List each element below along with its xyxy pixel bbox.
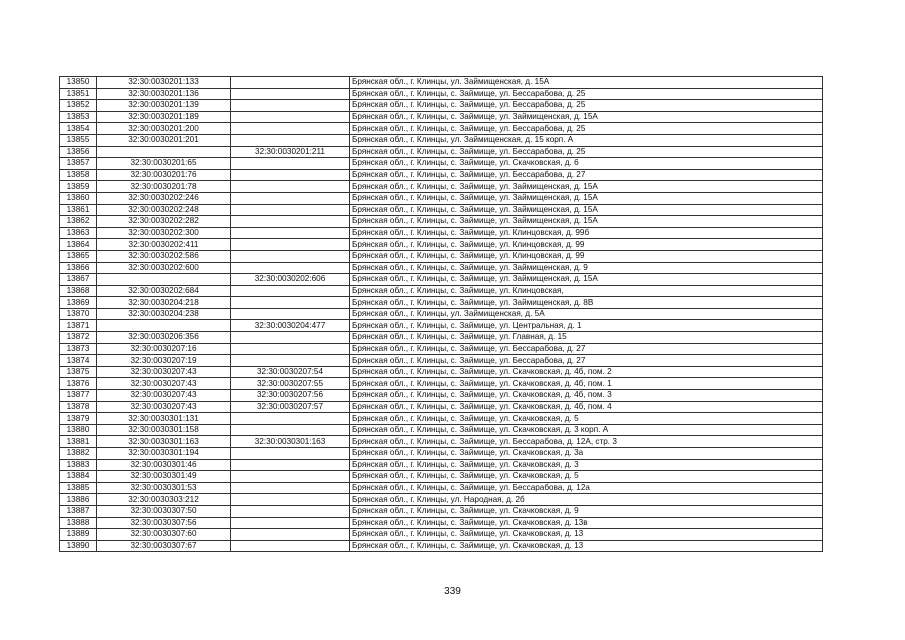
- parent-cadastral-number-cell: [231, 123, 350, 135]
- parent-cadastral-number-cell: 32:30:0030207:54: [231, 366, 350, 378]
- address-cell: Брянская обл., г. Клинцы, ул. Займищенская, д. 5А: [350, 308, 823, 320]
- cadastral-number-cell: 32:30:0030202:248: [97, 204, 231, 216]
- address-cell: Брянская обл., г. Клинцы, с. Займище, ул. Скачковская, д. 13: [350, 529, 823, 541]
- address-cell: Брянская обл., г. Клинцы, с. Займище, ул. Скачковская, д. 6: [350, 158, 823, 170]
- parent-cadastral-number-cell: 32:30:0030202:606: [231, 274, 350, 286]
- table-row: [60, 88, 823, 100]
- address-cell: Брянская обл., г. Клинцы, с. Займище, ул. Скачковская, д. 3 корп. А: [350, 424, 823, 436]
- address-cell: Брянская обл., г. Клинцы, с. Займище, ул. Бессарабова, д. 25: [350, 123, 823, 135]
- parent-cadastral-number-cell: [231, 459, 350, 471]
- address-cell: Брянская обл., г. Клинцы, с. Займище, ул. Бессарабова, д. 25: [350, 88, 823, 100]
- address-cell: Брянская обл., г. Клинцы, с. Займище, ул. Скачковская, д. 9: [350, 505, 823, 517]
- table-row: [60, 100, 823, 112]
- table-row: [60, 390, 823, 402]
- parent-cadastral-number-cell: [231, 134, 350, 146]
- parent-cadastral-number-cell: [231, 308, 350, 320]
- table-row: [60, 505, 823, 517]
- address-cell: Брянская обл., г. Клинцы, с. Займище, ул. Займищенская, д. 15А: [350, 111, 823, 123]
- cadastral-number-cell: 32:30:0030201:201: [97, 134, 231, 146]
- row-number-cell: 13871: [60, 320, 97, 332]
- row-number-cell: 13874: [60, 355, 97, 367]
- address-cell: Брянская обл., г. Клинцы, с. Займище, ул. Клинцовская, д. 99б: [350, 227, 823, 239]
- row-number-cell: 13880: [60, 424, 97, 436]
- row-number-cell: 13873: [60, 343, 97, 355]
- address-cell: Брянская обл., г. Клинцы, с. Займище, ул. Скачковская, д. 3а: [350, 448, 823, 460]
- cadastral-number-cell: 32:30:0030207:43: [97, 378, 231, 390]
- parent-cadastral-number-cell: 32:30:0030204:477: [231, 320, 350, 332]
- parent-cadastral-number-cell: [231, 216, 350, 228]
- row-number-cell: 13879: [60, 413, 97, 425]
- row-number-cell: 13888: [60, 517, 97, 529]
- row-number-cell: 13870: [60, 308, 97, 320]
- table-row: [60, 297, 823, 309]
- table-row: [60, 204, 823, 216]
- row-number-cell: 13861: [60, 204, 97, 216]
- cadastral-number-cell: 32:30:0030201:76: [97, 169, 231, 181]
- parent-cadastral-number-cell: [231, 494, 350, 506]
- row-number-cell: 13876: [60, 378, 97, 390]
- parent-cadastral-number-cell: [231, 181, 350, 193]
- table-row: [60, 216, 823, 228]
- cadastral-number-cell: 32:30:0030307:50: [97, 505, 231, 517]
- address-cell: Брянская обл., г. Клинцы, с. Займище, ул. Скачковская, д. 3: [350, 459, 823, 471]
- parent-cadastral-number-cell: [231, 343, 350, 355]
- parent-cadastral-number-cell: [231, 227, 350, 239]
- page-number: 339: [444, 586, 461, 597]
- table-row: [60, 413, 823, 425]
- table-row: [60, 158, 823, 170]
- parent-cadastral-number-cell: [231, 540, 350, 552]
- address-cell: Брянская обл., г. Клинцы, с. Займище, ул. Бессарабова, д. 27: [350, 169, 823, 181]
- address-cell: Брянская обл., г. Клинцы, с. Займище, ул. Бессарабова, д. 27: [350, 355, 823, 367]
- cadastral-number-cell: 32:30:0030202:600: [97, 262, 231, 274]
- cadastral-number-cell: 32:30:0030207:19: [97, 355, 231, 367]
- parent-cadastral-number-cell: [231, 505, 350, 517]
- cadastral-number-cell: 32:30:0030202:411: [97, 239, 231, 251]
- row-number-cell: 13865: [60, 250, 97, 262]
- table-row: [60, 123, 823, 135]
- cadastral-number-cell: 32:30:0030202:300: [97, 227, 231, 239]
- table-row: [60, 494, 823, 506]
- address-cell: Брянская обл., г. Клинцы, с. Займище, ул. Займищенская, д. 9: [350, 262, 823, 274]
- parent-cadastral-number-cell: [231, 413, 350, 425]
- table-row: [60, 262, 823, 274]
- cadastral-number-cell: 32:30:0030307:60: [97, 529, 231, 541]
- parent-cadastral-number-cell: 32:30:0030207:55: [231, 378, 350, 390]
- table-row: [60, 285, 823, 297]
- cadastral-number-cell: 32:30:0030207:16: [97, 343, 231, 355]
- parent-cadastral-number-cell: [231, 424, 350, 436]
- row-number-cell: 13889: [60, 529, 97, 541]
- table-row: [60, 355, 823, 367]
- cadastral-number-cell: [97, 320, 231, 332]
- table-row: [60, 459, 823, 471]
- row-number-cell: 13854: [60, 123, 97, 135]
- table-row: [60, 239, 823, 251]
- row-number-cell: 13856: [60, 146, 97, 158]
- cadastral-number-cell: 32:30:0030207:43: [97, 401, 231, 413]
- table-row: [60, 250, 823, 262]
- table-row: [60, 448, 823, 460]
- parent-cadastral-number-cell: [231, 250, 350, 262]
- table-row: [60, 378, 823, 390]
- table-row: [60, 401, 823, 413]
- parent-cadastral-number-cell: [231, 297, 350, 309]
- table-row: [60, 181, 823, 193]
- address-cell: Брянская обл., г. Клинцы, с. Займище, ул. Скачковская, д. 4б, пом. 4: [350, 401, 823, 413]
- address-cell: Брянская обл., г. Клинцы, с. Займище, ул. Клинцовская, д. 99: [350, 250, 823, 262]
- address-cell: Брянская обл., г. Клинцы, с. Займище, ул. Займищенская, д. 15А: [350, 181, 823, 193]
- row-number-cell: 13869: [60, 297, 97, 309]
- cadastral-number-cell: 32:30:0030303:212: [97, 494, 231, 506]
- cadastral-number-cell: 32:30:0030201:65: [97, 158, 231, 170]
- row-number-cell: 13884: [60, 471, 97, 483]
- cadastral-number-cell: 32:30:0030202:282: [97, 216, 231, 228]
- parent-cadastral-number-cell: [231, 88, 350, 100]
- parent-cadastral-number-cell: [231, 77, 350, 89]
- row-number-cell: 13851: [60, 88, 97, 100]
- parent-cadastral-number-cell: [231, 158, 350, 170]
- row-number-cell: 13883: [60, 459, 97, 471]
- row-number-cell: 13862: [60, 216, 97, 228]
- row-number-cell: 13863: [60, 227, 97, 239]
- parent-cadastral-number-cell: [231, 355, 350, 367]
- table-row: [60, 540, 823, 552]
- parent-cadastral-number-cell: [231, 100, 350, 112]
- row-number-cell: 13890: [60, 540, 97, 552]
- cadastral-number-cell: 32:30:0030201:136: [97, 88, 231, 100]
- cadastral-number-cell: 32:30:0030301:46: [97, 459, 231, 471]
- address-cell: Брянская обл., г. Клинцы, ул. Займищенская, д. 15А: [350, 77, 823, 89]
- address-cell: Брянская обл., г. Клинцы, с. Займище, ул. Займищенская, д. 15А: [350, 192, 823, 204]
- row-number-cell: 13882: [60, 448, 97, 460]
- address-cell: Брянская обл., г. Клинцы, ул. Народная, д. 2б: [350, 494, 823, 506]
- row-number-cell: 13855: [60, 134, 97, 146]
- parent-cadastral-number-cell: [231, 192, 350, 204]
- parent-cadastral-number-cell: 32:30:0030201:211: [231, 146, 350, 158]
- table-row: [60, 482, 823, 494]
- cadastral-number-cell: 32:30:0030204:238: [97, 308, 231, 320]
- cadastral-number-cell: 32:30:0030307:56: [97, 517, 231, 529]
- parent-cadastral-number-cell: [231, 471, 350, 483]
- row-number-cell: 13881: [60, 436, 97, 448]
- cadastral-number-cell: 32:30:0030201:200: [97, 123, 231, 135]
- parent-cadastral-number-cell: [231, 111, 350, 123]
- parent-cadastral-number-cell: 32:30:0030207:57: [231, 401, 350, 413]
- row-number-cell: 13853: [60, 111, 97, 123]
- row-number-cell: 13872: [60, 332, 97, 344]
- cadastral-number-cell: [97, 146, 231, 158]
- table-row: [60, 424, 823, 436]
- address-cell: Брянская обл., г. Клинцы, с. Займище, ул. Клинцовская, д. 99: [350, 239, 823, 251]
- cadastral-number-cell: 32:30:0030201:133: [97, 77, 231, 89]
- row-number-cell: 13859: [60, 181, 97, 193]
- parent-cadastral-number-cell: [231, 239, 350, 251]
- table-row: [60, 169, 823, 181]
- address-cell: Брянская обл., г. Клинцы, с. Займище, ул. Скачковская, д. 13в: [350, 517, 823, 529]
- address-cell: Брянская обл., г. Клинцы, с. Займище, ул. Скачковская, д. 13: [350, 540, 823, 552]
- address-cell: Брянская обл., г. Клинцы, с. Займище, ул. Займищенская, д. 15А: [350, 204, 823, 216]
- address-cell: Брянская обл., г. Клинцы, с. Займище, ул. Бессарабова, д. 27: [350, 343, 823, 355]
- cadastral-number-cell: 32:30:0030201:189: [97, 111, 231, 123]
- table-row: [60, 308, 823, 320]
- address-cell: Брянская обл., г. Клинцы, с. Займище, ул. Скачковская, д. 4б, пом. 3: [350, 390, 823, 402]
- registry-table-body: [60, 77, 823, 552]
- table-row: [60, 77, 823, 89]
- table-row: [60, 517, 823, 529]
- parent-cadastral-number-cell: 32:30:0030301:163: [231, 436, 350, 448]
- registry-table: [59, 76, 823, 552]
- table-row: [60, 111, 823, 123]
- address-cell: Брянская обл., г. Клинцы, с. Займище, ул. Займищенская, д. 15А: [350, 274, 823, 286]
- row-number-cell: 13878: [60, 401, 97, 413]
- parent-cadastral-number-cell: [231, 285, 350, 297]
- cadastral-number-cell: 32:30:0030202:246: [97, 192, 231, 204]
- cadastral-number-cell: 32:30:0030204:218: [97, 297, 231, 309]
- cadastral-number-cell: [97, 274, 231, 286]
- address-cell: Брянская обл., г. Клинцы, с. Займище, ул. Бессарабова, д. 12а: [350, 482, 823, 494]
- row-number-cell: 13857: [60, 158, 97, 170]
- address-cell: Брянская обл., г. Клинцы, с. Займище, ул. Главная, д. 15: [350, 332, 823, 344]
- cadastral-number-cell: 32:30:0030201:139: [97, 100, 231, 112]
- table-row: [60, 343, 823, 355]
- row-number-cell: 13858: [60, 169, 97, 181]
- cadastral-number-cell: 32:30:0030301:131: [97, 413, 231, 425]
- row-number-cell: 13867: [60, 274, 97, 286]
- cadastral-number-cell: 32:30:0030301:49: [97, 471, 231, 483]
- address-cell: Брянская обл., г. Клинцы, с. Займище, ул. Центральная, д. 1: [350, 320, 823, 332]
- table-row: [60, 227, 823, 239]
- table-row: [60, 192, 823, 204]
- parent-cadastral-number-cell: [231, 204, 350, 216]
- cadastral-number-cell: 32:30:0030301:194: [97, 448, 231, 460]
- row-number-cell: 13886: [60, 494, 97, 506]
- parent-cadastral-number-cell: [231, 482, 350, 494]
- cadastral-number-cell: 32:30:0030301:53: [97, 482, 231, 494]
- parent-cadastral-number-cell: [231, 448, 350, 460]
- cadastral-number-cell: 32:30:0030207:43: [97, 390, 231, 402]
- address-cell: Брянская обл., г. Клинцы, ул. Займищенская, д. 15 корп. А: [350, 134, 823, 146]
- table-row: [60, 134, 823, 146]
- row-number-cell: 13864: [60, 239, 97, 251]
- row-number-cell: 13887: [60, 505, 97, 517]
- table-row: [60, 471, 823, 483]
- row-number-cell: 13885: [60, 482, 97, 494]
- cadastral-number-cell: 32:30:0030301:158: [97, 424, 231, 436]
- address-cell: Брянская обл., г. Клинцы, с. Займище, ул. Бессарабова, д. 25: [350, 100, 823, 112]
- parent-cadastral-number-cell: [231, 332, 350, 344]
- table-row: [60, 529, 823, 541]
- address-cell: Брянская обл., г. Клинцы, с. Займище, ул. Скачковская, д. 5: [350, 471, 823, 483]
- row-number-cell: 13850: [60, 77, 97, 89]
- parent-cadastral-number-cell: [231, 262, 350, 274]
- address-cell: Брянская обл., г. Клинцы, с. Займище, ул. Клинцовская,: [350, 285, 823, 297]
- row-number-cell: 13868: [60, 285, 97, 297]
- parent-cadastral-number-cell: 32:30:0030207:56: [231, 390, 350, 402]
- address-cell: Брянская обл., г. Клинцы, с. Займище, ул. Скачковская, д. 5: [350, 413, 823, 425]
- address-cell: Брянская обл., г. Клинцы, с. Займище, ул. Займищенская, д. 15А: [350, 216, 823, 228]
- table-row: [60, 332, 823, 344]
- row-number-cell: 13852: [60, 100, 97, 112]
- cadastral-number-cell: 32:30:0030207:43: [97, 366, 231, 378]
- address-cell: Брянская обл., г. Клинцы, с. Займище, ул. Скачковская, д. 4б, пом. 2: [350, 366, 823, 378]
- row-number-cell: 13866: [60, 262, 97, 274]
- table-row: [60, 436, 823, 448]
- parent-cadastral-number-cell: [231, 517, 350, 529]
- cadastral-number-cell: 32:30:0030201:78: [97, 181, 231, 193]
- cadastral-number-cell: 32:30:0030206:356: [97, 332, 231, 344]
- cadastral-number-cell: 32:30:0030202:684: [97, 285, 231, 297]
- cadastral-number-cell: 32:30:0030202:586: [97, 250, 231, 262]
- address-cell: Брянская обл., г. Клинцы, с. Займище, ул. Скачковская, д. 4б, пом. 1: [350, 378, 823, 390]
- table-row: [60, 274, 823, 286]
- table-row: [60, 320, 823, 332]
- table-row: [60, 146, 823, 158]
- address-cell: Брянская обл., г. Клинцы, с. Займище, ул. Бессарабова, д. 25: [350, 146, 823, 158]
- parent-cadastral-number-cell: [231, 529, 350, 541]
- cadastral-number-cell: 32:30:0030307:67: [97, 540, 231, 552]
- address-cell: Брянская обл., г. Клинцы, с. Займище, ул. Займищенская, д. 8В: [350, 297, 823, 309]
- cadastral-number-cell: 32:30:0030301:163: [97, 436, 231, 448]
- address-cell: Брянская обл., г. Клинцы, с. Займище, ул. Бессарабова, д. 12А, стр. 3: [350, 436, 823, 448]
- table-row: [60, 366, 823, 378]
- row-number-cell: 13877: [60, 390, 97, 402]
- parent-cadastral-number-cell: [231, 169, 350, 181]
- row-number-cell: 13860: [60, 192, 97, 204]
- row-number-cell: 13875: [60, 366, 97, 378]
